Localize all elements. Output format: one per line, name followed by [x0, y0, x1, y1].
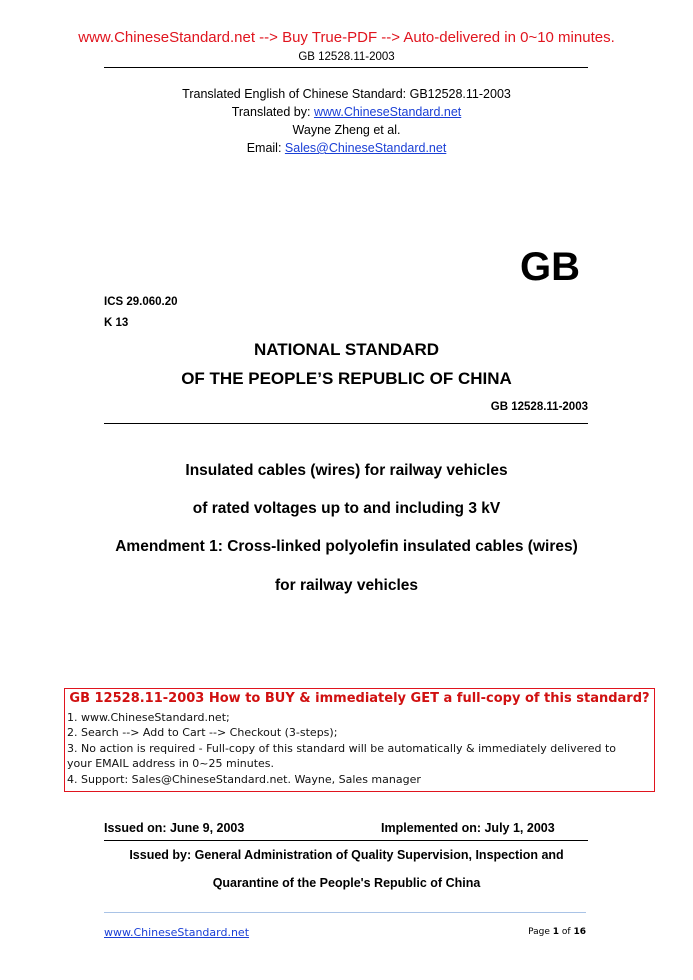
email-label: Email: [246, 141, 282, 155]
dates-divider [104, 840, 588, 841]
document-title-line-4: for railway vehicles [274, 577, 419, 594]
page-total: 16 [573, 927, 586, 937]
classification-code: K 13 [104, 317, 129, 329]
page-of: of [561, 927, 571, 937]
notice-item-3-continued: your EMAIL address in 0~25 minutes. [67, 757, 275, 770]
header-standard-code: GB 12528.11-2003 [298, 51, 395, 63]
translated-by-line [0, 105, 693, 119]
issued-by-line-1: Issued by: General Administration of Quality Supervision, Inspection and [129, 848, 564, 862]
issued-on-date: Issued on: June 9, 2003 [104, 821, 245, 835]
page-current: 1 [552, 927, 560, 937]
standard-number: GB 12528.11-2003 [490, 401, 588, 413]
purchase-notice-box [64, 688, 655, 792]
translator-name: Wayne Zheng et al. [292, 123, 401, 137]
notice-item-4: 4. Support: Sales@ChineseStandard.net. Wayne, Sales manager [67, 773, 421, 786]
footer-link[interactable]: www.ChineseStandard.net [104, 926, 250, 939]
top-banner[interactable]: www.ChineseStandard.net --> Buy True-PDF --> Auto-delivered in 0~10 minutes. [78, 29, 615, 46]
title-divider [104, 423, 588, 424]
purchase-notice-title: GB 12528.11-2003 How to BUY & immediately GET a full-copy of this standard? [69, 691, 650, 706]
implemented-on-date: Implemented on: July 1, 2003 [381, 821, 555, 835]
document-title-line-1: Insulated cables (wires) for railway vehicles [185, 462, 508, 479]
notice-item-3: 3. No action is required - Full-copy of this standard will be automatically & immediately delivered to [67, 742, 616, 755]
email-line [0, 141, 693, 155]
document-title-line-2: of rated voltages up to and including 3 kV [192, 500, 501, 517]
notice-item-2: 2. Search --> Add to Cart --> Checkout (3-steps); [67, 726, 338, 739]
document-title-line-3: Amendment 1: Cross-linked polyolefin insulated cables (wires) [115, 538, 578, 555]
republic-heading: OF THE PEOPLE’S REPUBLIC OF CHINA [181, 369, 512, 388]
gb-mark: GB [520, 245, 580, 289]
translation-line: Translated English of Chinese Standard: GB12528.11-2003 [182, 87, 511, 101]
header-divider [104, 67, 588, 68]
issued-by-line-2: Quarantine of the People's Republic of China [212, 876, 481, 890]
national-standard-heading: NATIONAL STANDARD [253, 340, 440, 359]
page-prefix: Page [528, 927, 550, 937]
page-number [520, 927, 586, 937]
translated-by-link[interactable]: www.ChineseStandard.net [313, 105, 462, 119]
footer-divider [104, 912, 586, 913]
notice-item-1: 1. www.ChineseStandard.net; [67, 711, 230, 724]
ics-code: ICS 29.060.20 [104, 296, 178, 308]
translated-by-label: Translated by: [231, 105, 311, 119]
email-link[interactable]: Sales@ChineseStandard.net [284, 141, 447, 155]
